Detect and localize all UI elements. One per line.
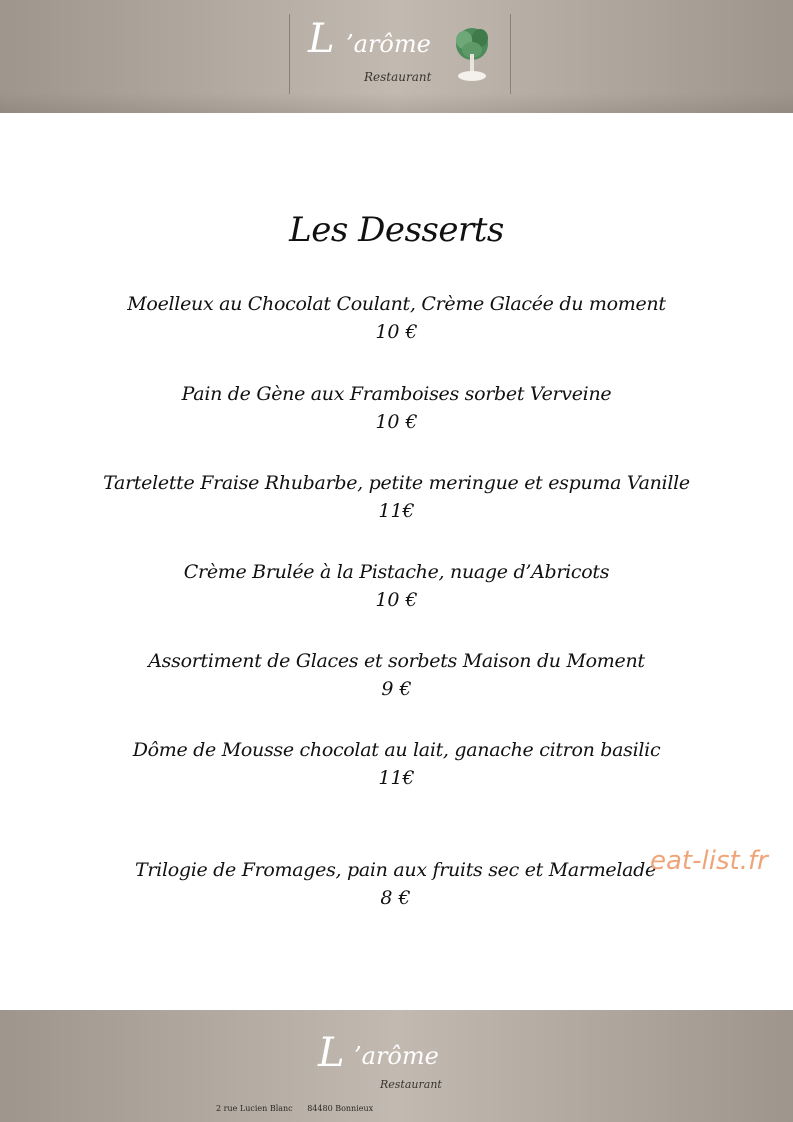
menu-item-price: 9 € bbox=[381, 678, 412, 700]
menu-item-price: 10 € bbox=[375, 411, 418, 433]
menu-item bbox=[0, 736, 793, 792]
menu-item-price: 10 € bbox=[375, 321, 418, 343]
menu-item-name: Assortiment de Glaces et sorbets Maison du Moment bbox=[148, 650, 645, 672]
menu-item-price: 8 € bbox=[380, 887, 411, 909]
menu-item bbox=[0, 380, 793, 436]
menu-item bbox=[0, 647, 793, 703]
tree-logo-icon bbox=[450, 24, 494, 84]
menu-item bbox=[0, 469, 793, 525]
logo-subtitle: Restaurant bbox=[380, 1078, 442, 1091]
header-band bbox=[0, 0, 793, 113]
footer-logo bbox=[318, 1030, 458, 1090]
watermark-text: eat-list.fr bbox=[650, 846, 768, 876]
header-logo bbox=[289, 14, 511, 94]
menu-item-name: Trilogie de Fromages, pain aux fruits sec et Marmelade bbox=[135, 859, 656, 881]
logo-wordmark: ’arôme bbox=[354, 1042, 439, 1070]
logo-letter: L bbox=[318, 1030, 345, 1076]
menu-item-name: Dôme de Mousse chocolat au lait, ganache citron basilic bbox=[132, 739, 661, 761]
menu-item-name: Tartelette Fraise Rhubarbe, petite meringue et espuma Vanille bbox=[103, 472, 690, 494]
menu-item-name: Pain de Gène aux Framboises sorbet Verveine bbox=[181, 383, 612, 405]
menu-item-name: Moelleux au Chocolat Coulant, Crème Glacée du moment bbox=[127, 293, 666, 315]
menu-item bbox=[0, 290, 793, 346]
logo-letter: L bbox=[308, 16, 335, 62]
menu-item-price: 10 € bbox=[375, 589, 418, 611]
page-title: Les Desserts bbox=[289, 210, 504, 250]
menu-item-price: 11€ bbox=[378, 500, 415, 522]
footer-address bbox=[216, 1104, 373, 1113]
address-city: 84480 Bonnieux bbox=[307, 1104, 374, 1113]
menu-item-name: Crème Brulée à la Pistache, nuage d’Abricots bbox=[183, 561, 610, 583]
menu-item-price: 11€ bbox=[378, 767, 415, 789]
address-street: 2 rue Lucien Blanc bbox=[216, 1104, 293, 1113]
logo-wordmark: ’arôme bbox=[346, 30, 431, 58]
menu-item bbox=[0, 558, 793, 614]
logo-subtitle: Restaurant bbox=[364, 70, 432, 84]
